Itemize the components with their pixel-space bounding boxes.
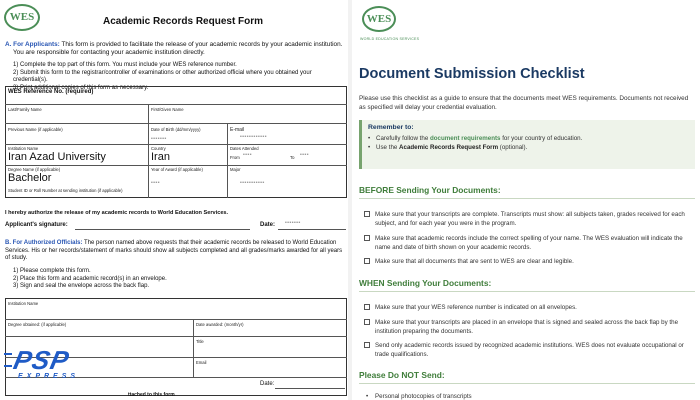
official-institution-label: Institution Name — [8, 301, 39, 306]
section-rule — [359, 198, 695, 199]
signature-line — [75, 229, 250, 230]
degree-name-label: Degree Name (if applicable) — [8, 167, 61, 172]
checklist-item-text: Make sure that all documents that are sent to WES are clear and legible. — [375, 258, 574, 265]
last-name-label: Last/Family Name — [8, 107, 42, 112]
country-label: Country — [151, 146, 166, 151]
document-requirements-link[interactable]: document requirements — [430, 135, 501, 142]
signature-label: Applicant's signature: — [5, 222, 68, 228]
date-label: Date: — [260, 222, 276, 228]
to-label: To — [290, 155, 295, 160]
remember-heading: Remember to: — [368, 124, 414, 131]
remember-list — [368, 134, 689, 152]
checkbox[interactable] — [364, 304, 370, 310]
date-line — [278, 229, 346, 230]
donot-item-text: Personal photocopies of transcripts — [375, 393, 472, 400]
checklist-item — [364, 210, 696, 228]
intro-text: Please use this checklist as a guide to ensure that the documents meet WES requirements. Documents not received as specified will delay your credential evaluation. — [359, 95, 689, 111]
psp-subtitle: EXPRESS — [18, 373, 80, 380]
divider — [5, 123, 347, 124]
section-rule — [359, 291, 695, 292]
country-value: Iran — [151, 151, 170, 163]
remember-item-text: Use the — [376, 144, 400, 151]
applicants-text: This form is provided to facilitate the release of your academic records by your academic institution. — [61, 41, 343, 48]
authorize-statement: I hereby authorize the release of my academic records to World Education Services. — [5, 210, 229, 216]
redacted-text: ▪▪▪▪ — [300, 152, 309, 158]
page-title: Document Submission Checklist — [359, 66, 585, 82]
academic-records-request-form — [0, 0, 348, 400]
officials-section — [5, 240, 347, 263]
reference-number-label: WES Reference No. (required) — [8, 89, 94, 95]
official-step: 2) Place this form and academic record(s) in an envelope. — [13, 275, 167, 282]
divider — [5, 144, 347, 145]
redacted-text: ▪▪▪▪▪▪▪ — [285, 220, 301, 226]
degree-name-value: Bachelor — [8, 172, 52, 184]
remember-box — [359, 120, 695, 169]
institution-name-value: Iran Azad University — [8, 151, 106, 163]
official-steps — [13, 268, 167, 291]
student-id-label: Student ID or Roll Number at sending institution (if applicable) — [8, 188, 123, 193]
psp-logo-text: PSP — [10, 345, 73, 375]
redacted-text: ▪▪▪▪▪▪▪ — [151, 136, 167, 142]
checkbox[interactable] — [364, 211, 370, 217]
divider — [5, 336, 347, 337]
applicants-text-2: You are responsible for contacting your academic institution directly. — [13, 49, 205, 56]
divider — [227, 123, 228, 198]
remember-item-text: for your country of education. — [500, 135, 583, 142]
official-email-label: Email — [196, 360, 207, 365]
first-name-label: First/Given Name — [151, 107, 184, 112]
checklist-item-text: Make sure that your transcripts are complete. Transcripts must show: all subjects taken, grades received for each subject, and for each year you were in the program. — [375, 211, 685, 227]
major-label: Major — [230, 167, 241, 172]
wes-logo-right — [362, 6, 396, 32]
from-label: From — [230, 155, 240, 160]
redacted-text: ▪▪▪▪▪▪▪▪▪▪▪▪ — [240, 134, 267, 140]
remember-item — [368, 143, 689, 152]
bullet: • — [366, 393, 369, 400]
wes-logo-left — [4, 4, 40, 31]
divider — [5, 165, 347, 166]
checklist-item — [364, 318, 696, 336]
psp-express-watermark — [10, 345, 114, 385]
checklist-item-text: Make sure that your transcripts are placed in an envelope that is signed and sealed across the back flap by the institution preparing the documents. — [375, 319, 679, 335]
remember-item-text: (optional). — [498, 144, 528, 151]
checkbox[interactable] — [364, 235, 370, 241]
email-label: E-mail — [230, 127, 245, 133]
applicants-label: A. For Applicants: — [5, 41, 60, 48]
degree-obtained-label: Degree obtained: (if applicable) — [8, 322, 67, 327]
psp-speed-lines — [4, 353, 12, 367]
divider — [5, 104, 347, 105]
before-heading: BEFORE Sending Your Documents: — [359, 185, 501, 195]
document-submission-checklist — [352, 0, 700, 400]
dob-label: Date of Birth (dd/mm/yyyy) — [151, 127, 201, 132]
checkbox[interactable] — [364, 342, 370, 348]
remember-item — [368, 134, 689, 143]
divider — [148, 104, 149, 198]
form-title: Academic Records Request Form — [103, 16, 264, 27]
previous-name-label: Previous Name (if applicable) — [8, 127, 63, 132]
applicant-step: 3) Print additional copies of this form as necessary. — [13, 84, 149, 91]
official-date-label: Date: — [260, 381, 275, 387]
checklist-item-text: Send only academic records issued by recognized academic institutions. WES does not evaluate occupational or trade qualifications. — [375, 342, 684, 358]
attached-note: ttached to this form — [128, 392, 175, 398]
dates-attended-label: Dates Attended — [230, 146, 259, 151]
checklist-item — [364, 303, 696, 312]
applicant-step: 1) Complete the top part of this form. You must include your WES reference number. — [13, 62, 237, 68]
donot-heading: Please Do NOT Send: — [359, 370, 445, 380]
applicants-section — [5, 41, 345, 57]
official-step: 1) Please complete this form. — [13, 268, 91, 274]
redacted-text: ▪▪▪▪ — [243, 152, 252, 158]
officials-text: The person named above requests that their academic records be released to World Education Services. His or her records/statement of marks should show all subjects completed and all grades/marks awarded for all years of study. — [5, 240, 343, 261]
official-step: 3) Sign and seal the envelope across the back flap. — [13, 283, 150, 289]
wes-logo-left-text: WES — [9, 11, 35, 23]
divider — [193, 319, 194, 377]
logo-caption: WORLD EDUCATION SERVICES — [360, 37, 420, 41]
divider — [5, 319, 347, 320]
redacted-text: ▪▪▪▪▪▪▪▪▪▪▪ — [240, 180, 265, 186]
remember-item-text: Carefully follow the — [376, 135, 430, 142]
applicant-step: 2) Submit this form to the registrar/controller of examinations or other authorized official where you obtained your credential(s). — [13, 69, 312, 83]
officials-label: B. For Authorized Officials: — [5, 240, 83, 246]
checkbox[interactable] — [364, 258, 370, 264]
when-heading: WHEN Sending Your Documents: — [359, 278, 492, 288]
checkbox[interactable] — [364, 319, 370, 325]
institution-name-label: Institution Name — [8, 146, 39, 151]
checklist-item — [364, 234, 696, 252]
date-awarded-label: Date awarded: (month/yr) — [196, 322, 244, 327]
applicant-info-box — [5, 86, 347, 198]
checklist-item-text: Make sure that academic records include the correct spelling of your name. The WES evaluation will indicate the name and date of birth shown on your academic records. — [375, 235, 683, 251]
section-rule — [359, 383, 695, 384]
checklist-item — [364, 257, 696, 266]
redacted-text: ▪▪▪▪ — [151, 180, 160, 186]
year-of-award-label: Year of Award (if applicable) — [151, 167, 203, 172]
wes-logo-right-text: WES — [366, 13, 392, 25]
official-date-line — [275, 388, 345, 389]
checklist-item-text: Make sure that your WES reference number is indicated on all envelopes. — [375, 304, 577, 311]
records-request-form-ref: Academic Records Request Form — [399, 144, 499, 151]
checklist-item — [364, 341, 696, 359]
title-label: Title — [196, 339, 204, 344]
donot-item — [364, 392, 696, 400]
